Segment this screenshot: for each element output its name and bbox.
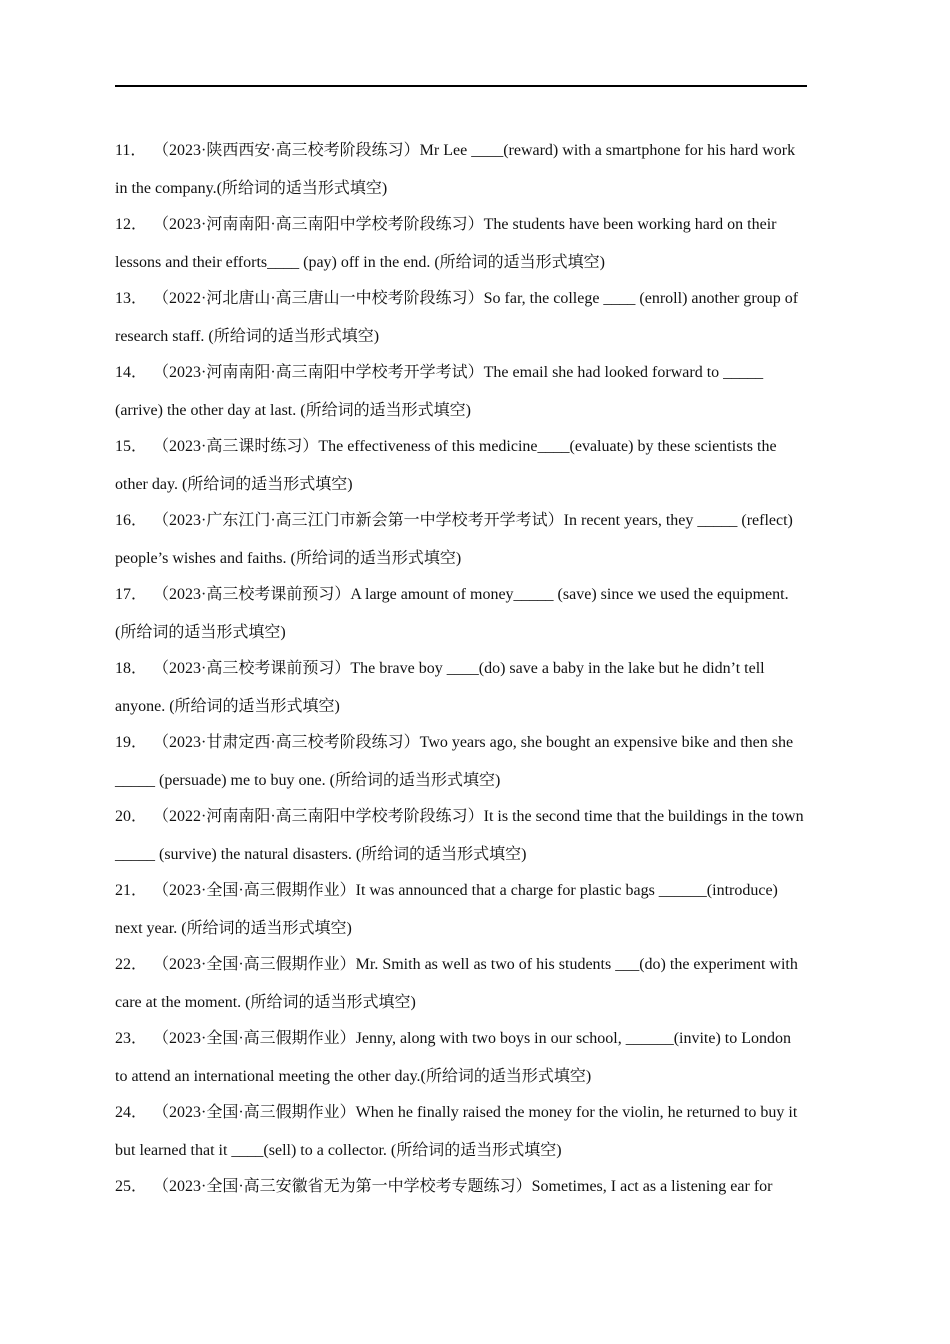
question-number: 16． xyxy=(115,512,148,529)
question-item xyxy=(115,1168,807,1206)
question-item xyxy=(115,206,807,281)
question-item xyxy=(115,724,807,799)
question-item xyxy=(115,132,807,207)
question-text: （2023·陕西西安·高三校考阶段练习）Mr Lee ____(reward) with a smartphone for his hard work in the company.(所给词的适当形式填空) xyxy=(115,142,796,197)
question-number: 23． xyxy=(115,1030,148,1047)
question-number: 20． xyxy=(115,808,148,825)
question-number: 11． xyxy=(115,142,147,159)
question-text: （2023·甘肃定西·高三校考阶段练习）Two years ago, she bought an expensive bike and then she _____ (persuade) me to buy one. (所给词的适当形式填空) xyxy=(115,734,794,789)
question-text: （2023·河南南阳·高三南阳中学校考开学考试）The email she had looked forward to _____ (arrive) the other day at last. (所给词的适当形式填空) xyxy=(115,364,764,419)
question-text: （2023·高三校考课前预习）The brave boy ____(do) save a baby in the lake but he didn’t tell anyone. (所给词的适当形式填空) xyxy=(115,660,765,715)
question-number: 17． xyxy=(115,586,148,603)
question-number: 18． xyxy=(115,660,148,677)
question-text: （2023·广东江门·高三江门市新会第一中学校考开学考试）In recent years, they _____ (reflect) people’s wishes and faiths. (所给词的适当形式填空) xyxy=(115,512,793,567)
question-text: （2023·高三校考课前预习）A large amount of money_____ (save) since we used the equipment. (所给词的适当形式填空) xyxy=(115,586,789,641)
question-item xyxy=(115,1020,807,1095)
question-text: （2023·全国·高三假期作业）Jenny, along with two boys in our school, ______(invite) to London to attend an international meeting the other day.(所给词的适当形式填空) xyxy=(115,1030,792,1085)
question-item xyxy=(115,798,807,873)
question-text: （2023·全国·高三假期作业）When he finally raised the money for the violin, he returned to buy it but learned that it ____(sell) to a collector. (所给词的适当形式填空) xyxy=(115,1104,798,1159)
question-number: 13． xyxy=(115,290,148,307)
question-item xyxy=(115,872,807,947)
question-text: （2022·河北唐山·高三唐山一中校考阶段练习）So far, the college ____ (enroll) another group of research staff. (所给词的适当形式填空) xyxy=(115,290,799,345)
question-number: 15． xyxy=(115,438,148,455)
question-item xyxy=(115,354,807,429)
question-number: 21． xyxy=(115,882,148,899)
question-number: 19． xyxy=(115,734,148,751)
question-number: 24． xyxy=(115,1104,148,1121)
question-number: 22． xyxy=(115,956,148,973)
question-item xyxy=(115,1094,807,1169)
question-list xyxy=(115,132,807,1205)
question-item xyxy=(115,280,807,355)
question-item xyxy=(115,502,807,577)
question-number: 12． xyxy=(115,216,148,233)
question-item xyxy=(115,576,807,651)
question-text: （2023·全国·高三假期作业）Mr. Smith as well as two of his students ___(do) the experiment with care at the moment. (所给词的适当形式填空) xyxy=(115,956,798,1011)
question-text: （2022·河南南阳·高三南阳中学校考阶段练习）It is the second time that the buildings in the town _____ (survive) the natural disasters. (所给词的适当形式填空) xyxy=(115,808,804,863)
question-item xyxy=(115,650,807,725)
question-item xyxy=(115,428,807,503)
question-text: （2023·高三课时练习）The effectiveness of this medicine____(evaluate) by these scientists the other day. (所给词的适当形式填空) xyxy=(115,438,777,493)
question-text: （2023·全国·高三安徽省无为第一中学校考专题练习）Sometimes, I act as a listening ear for xyxy=(153,1178,773,1195)
header-rule xyxy=(115,85,807,87)
question-number: 25． xyxy=(115,1178,148,1195)
question-text: （2023·河南南阳·高三南阳中学校考阶段练习）The students have been working hard on their lessons and their efforts____ (pay) off in the end. (所给词的适当形式填空) xyxy=(115,216,777,271)
question-item xyxy=(115,946,807,1021)
question-number: 14． xyxy=(115,364,148,381)
question-text: （2023·全国·高三假期作业）It was announced that a charge for plastic bags ______(introduce) next year. (所给词的适当形式填空) xyxy=(115,882,778,937)
